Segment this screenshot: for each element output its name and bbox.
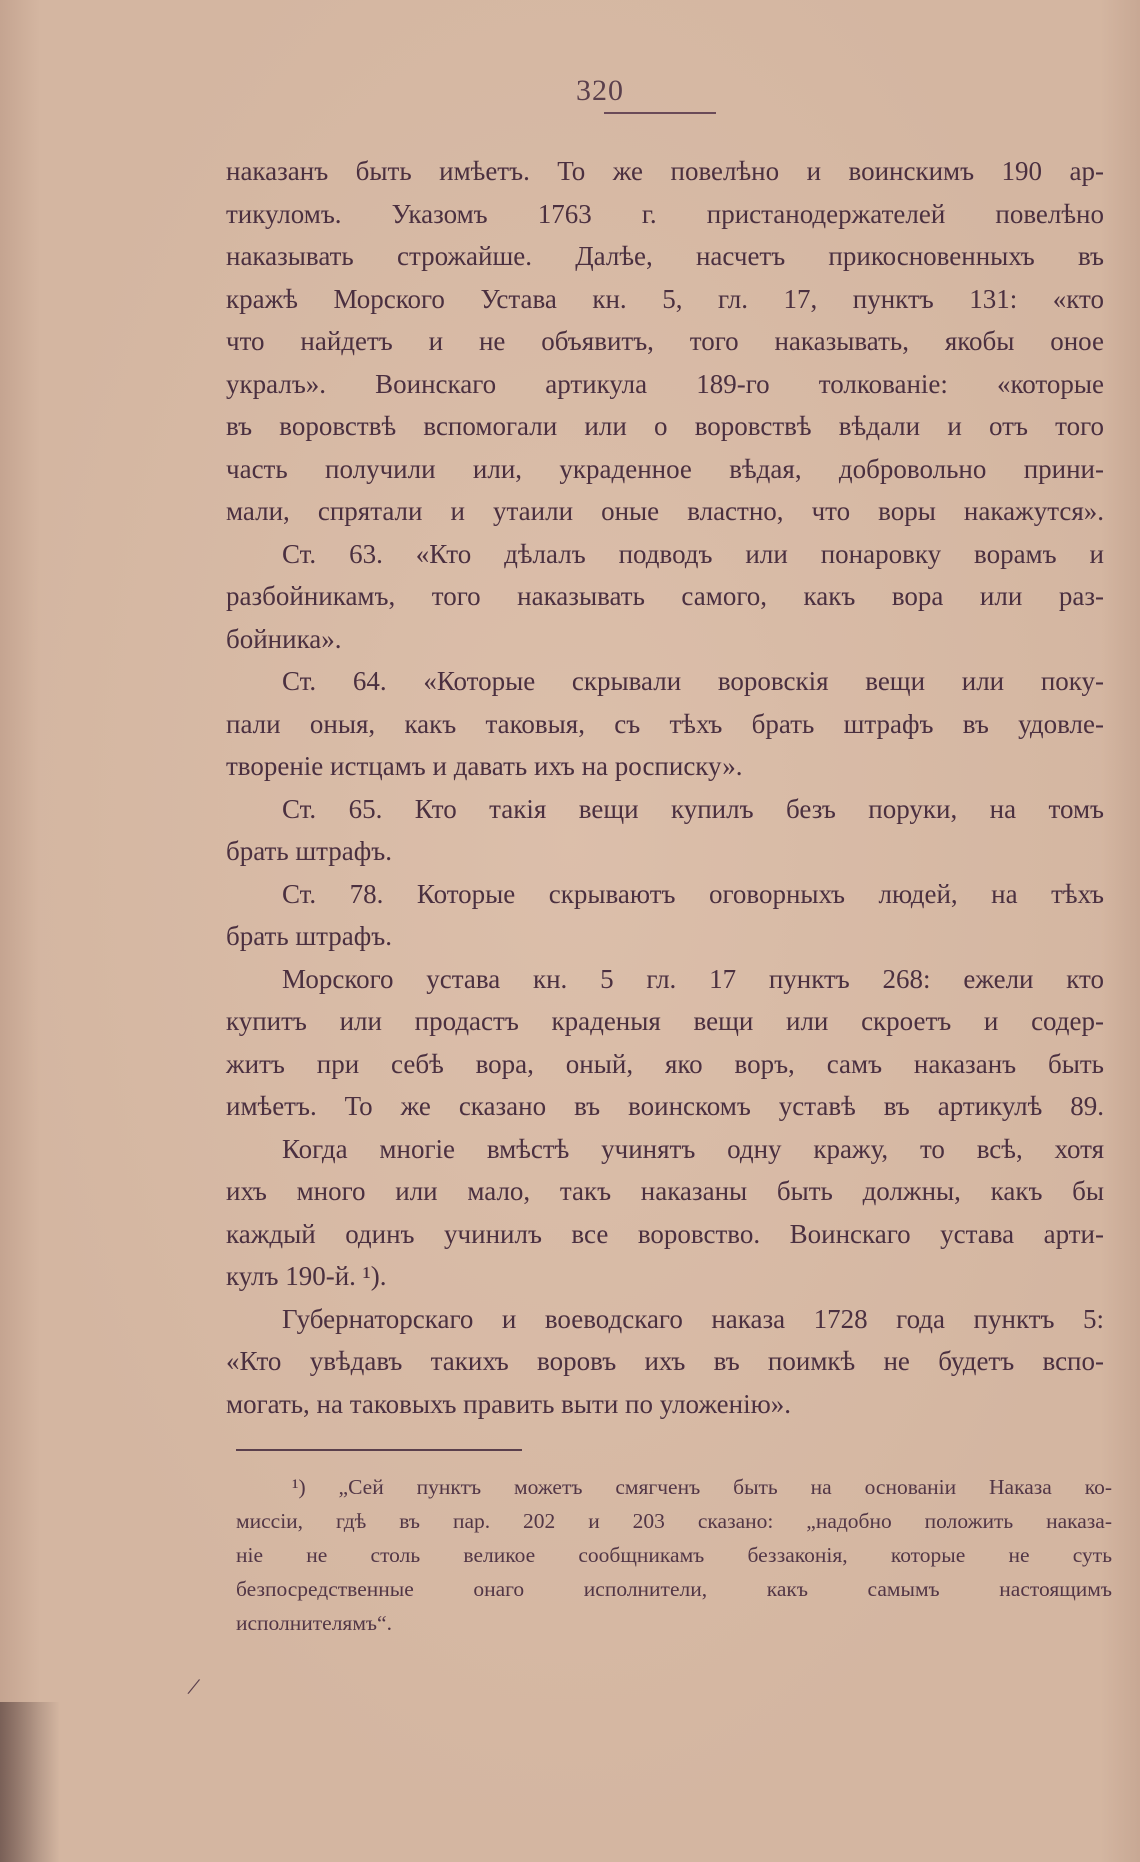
footnote-line: ніе не столь великое сообщникамъ беззаконія, которые не суть xyxy=(236,1543,1112,1567)
text-line: имѣетъ. То же сказано въ воинскомъ уставѣ въ артикулѣ 89. xyxy=(226,1091,1104,1121)
text-line: Губернаторскаго и воеводскаго наказа 1728 года пунктъ 5: xyxy=(282,1303,1104,1334)
text-line: что найдетъ и не объявитъ, того наказывать, якобы оное xyxy=(226,326,1104,356)
text-line: брать штрафъ. xyxy=(226,836,392,866)
text-line: Ст. 65. Кто такія вещи купилъ безъ поруки, на томъ xyxy=(282,793,1104,824)
text-line: бойника». xyxy=(226,623,342,654)
text-line: кулъ 190-й. ¹). xyxy=(226,1261,387,1291)
footnote-line: безпосредственные онаго исполнители, какъ самымъ настоящимъ xyxy=(236,1577,1112,1601)
text-line: «Кто увѣдавъ такихъ воровъ ихъ въ поимкѣ не будетъ вспо- xyxy=(226,1346,1104,1376)
footnote-block xyxy=(236,1470,1112,1640)
text-line: твореніе истцамъ и давать ихъ на роспиcку». xyxy=(226,751,743,781)
page-number-rule xyxy=(604,112,716,114)
text-line: кражѣ Морского Устава кн. 5, гл. 17, пунктъ 131: «кто xyxy=(226,283,1104,314)
footnote-line: миссіи, гдѣ въ пар. 202 и 203 сказано: „надобно положить наказа- xyxy=(236,1509,1112,1533)
text-line: тикуломъ. Указомъ 1763 г. пристанодержателей повелѣно xyxy=(226,198,1104,229)
text-line: житъ при себѣ вора, оный, яко воръ, самъ наказанъ быть xyxy=(226,1048,1104,1079)
text-line: Ст. 78. Которые скрываютъ оговорныхъ людей, на тѣхъ xyxy=(282,878,1104,909)
main-text-block xyxy=(226,150,1104,1425)
text-line: наказанъ быть имѣетъ. То же повелѣно и воинскимъ 190 ар- xyxy=(226,156,1104,186)
text-line: ихъ много или мало, такъ наказаны быть должны, какъ бы xyxy=(226,1176,1104,1206)
text-line: брать штрафъ. xyxy=(226,921,392,951)
text-line: въ воровствѣ вспомогали или о воровствѣ вѣдали и отъ того xyxy=(226,411,1104,441)
text-line: Ст. 64. «Которые скрывали воровскія вещи или поку- xyxy=(282,666,1104,696)
footnote-line: ¹) „Сей пунктъ можетъ смягченъ быть на основаніи Наказа ко- xyxy=(292,1475,1112,1499)
text-line: Морского устава кн. 5 гл. 17 пунктъ 268: ежели кто xyxy=(282,963,1104,994)
stray-ink-mark: / xyxy=(185,1671,203,1702)
footnote-line: исполнителямъ“. xyxy=(236,1611,392,1635)
text-line: часть получили или, украденное вѣдая, добровольно прини- xyxy=(226,453,1104,484)
page-number: 320 xyxy=(576,74,624,107)
text-line: Когда многіе вмѣстѣ учинятъ одну кражу, то всѣ, хотя xyxy=(282,1133,1104,1164)
text-line: могать, на таковыхъ править выти по уложенію». xyxy=(226,1388,792,1419)
text-line: разбойникамъ, того наказывать самого, какъ вора или раз- xyxy=(226,581,1104,611)
text-line: наказывать строжайше. Далѣе, насчетъ прикосновенныхъ въ xyxy=(226,241,1104,271)
text-line: пали оныя, какъ таковыя, съ тѣхъ брать штрафъ въ удовле- xyxy=(226,708,1104,739)
footnote-separator xyxy=(236,1449,522,1451)
text-line: купитъ или продастъ краденыя вещи или скроетъ и содер- xyxy=(226,1006,1104,1036)
text-line: Ст. 63. «Кто дѣлалъ подводъ или понаровку ворамъ и xyxy=(282,538,1104,569)
text-line: укралъ». Воинскаго артикула 189-го толкованіе: «которые xyxy=(226,368,1104,399)
page-edge-shadow xyxy=(0,1702,60,1862)
text-line: мали, спрятали и утаили оные властно, что воры накажутся». xyxy=(226,496,1104,526)
text-line: каждый одинъ учинилъ все воровство. Воинскаго устава арти- xyxy=(226,1218,1104,1249)
